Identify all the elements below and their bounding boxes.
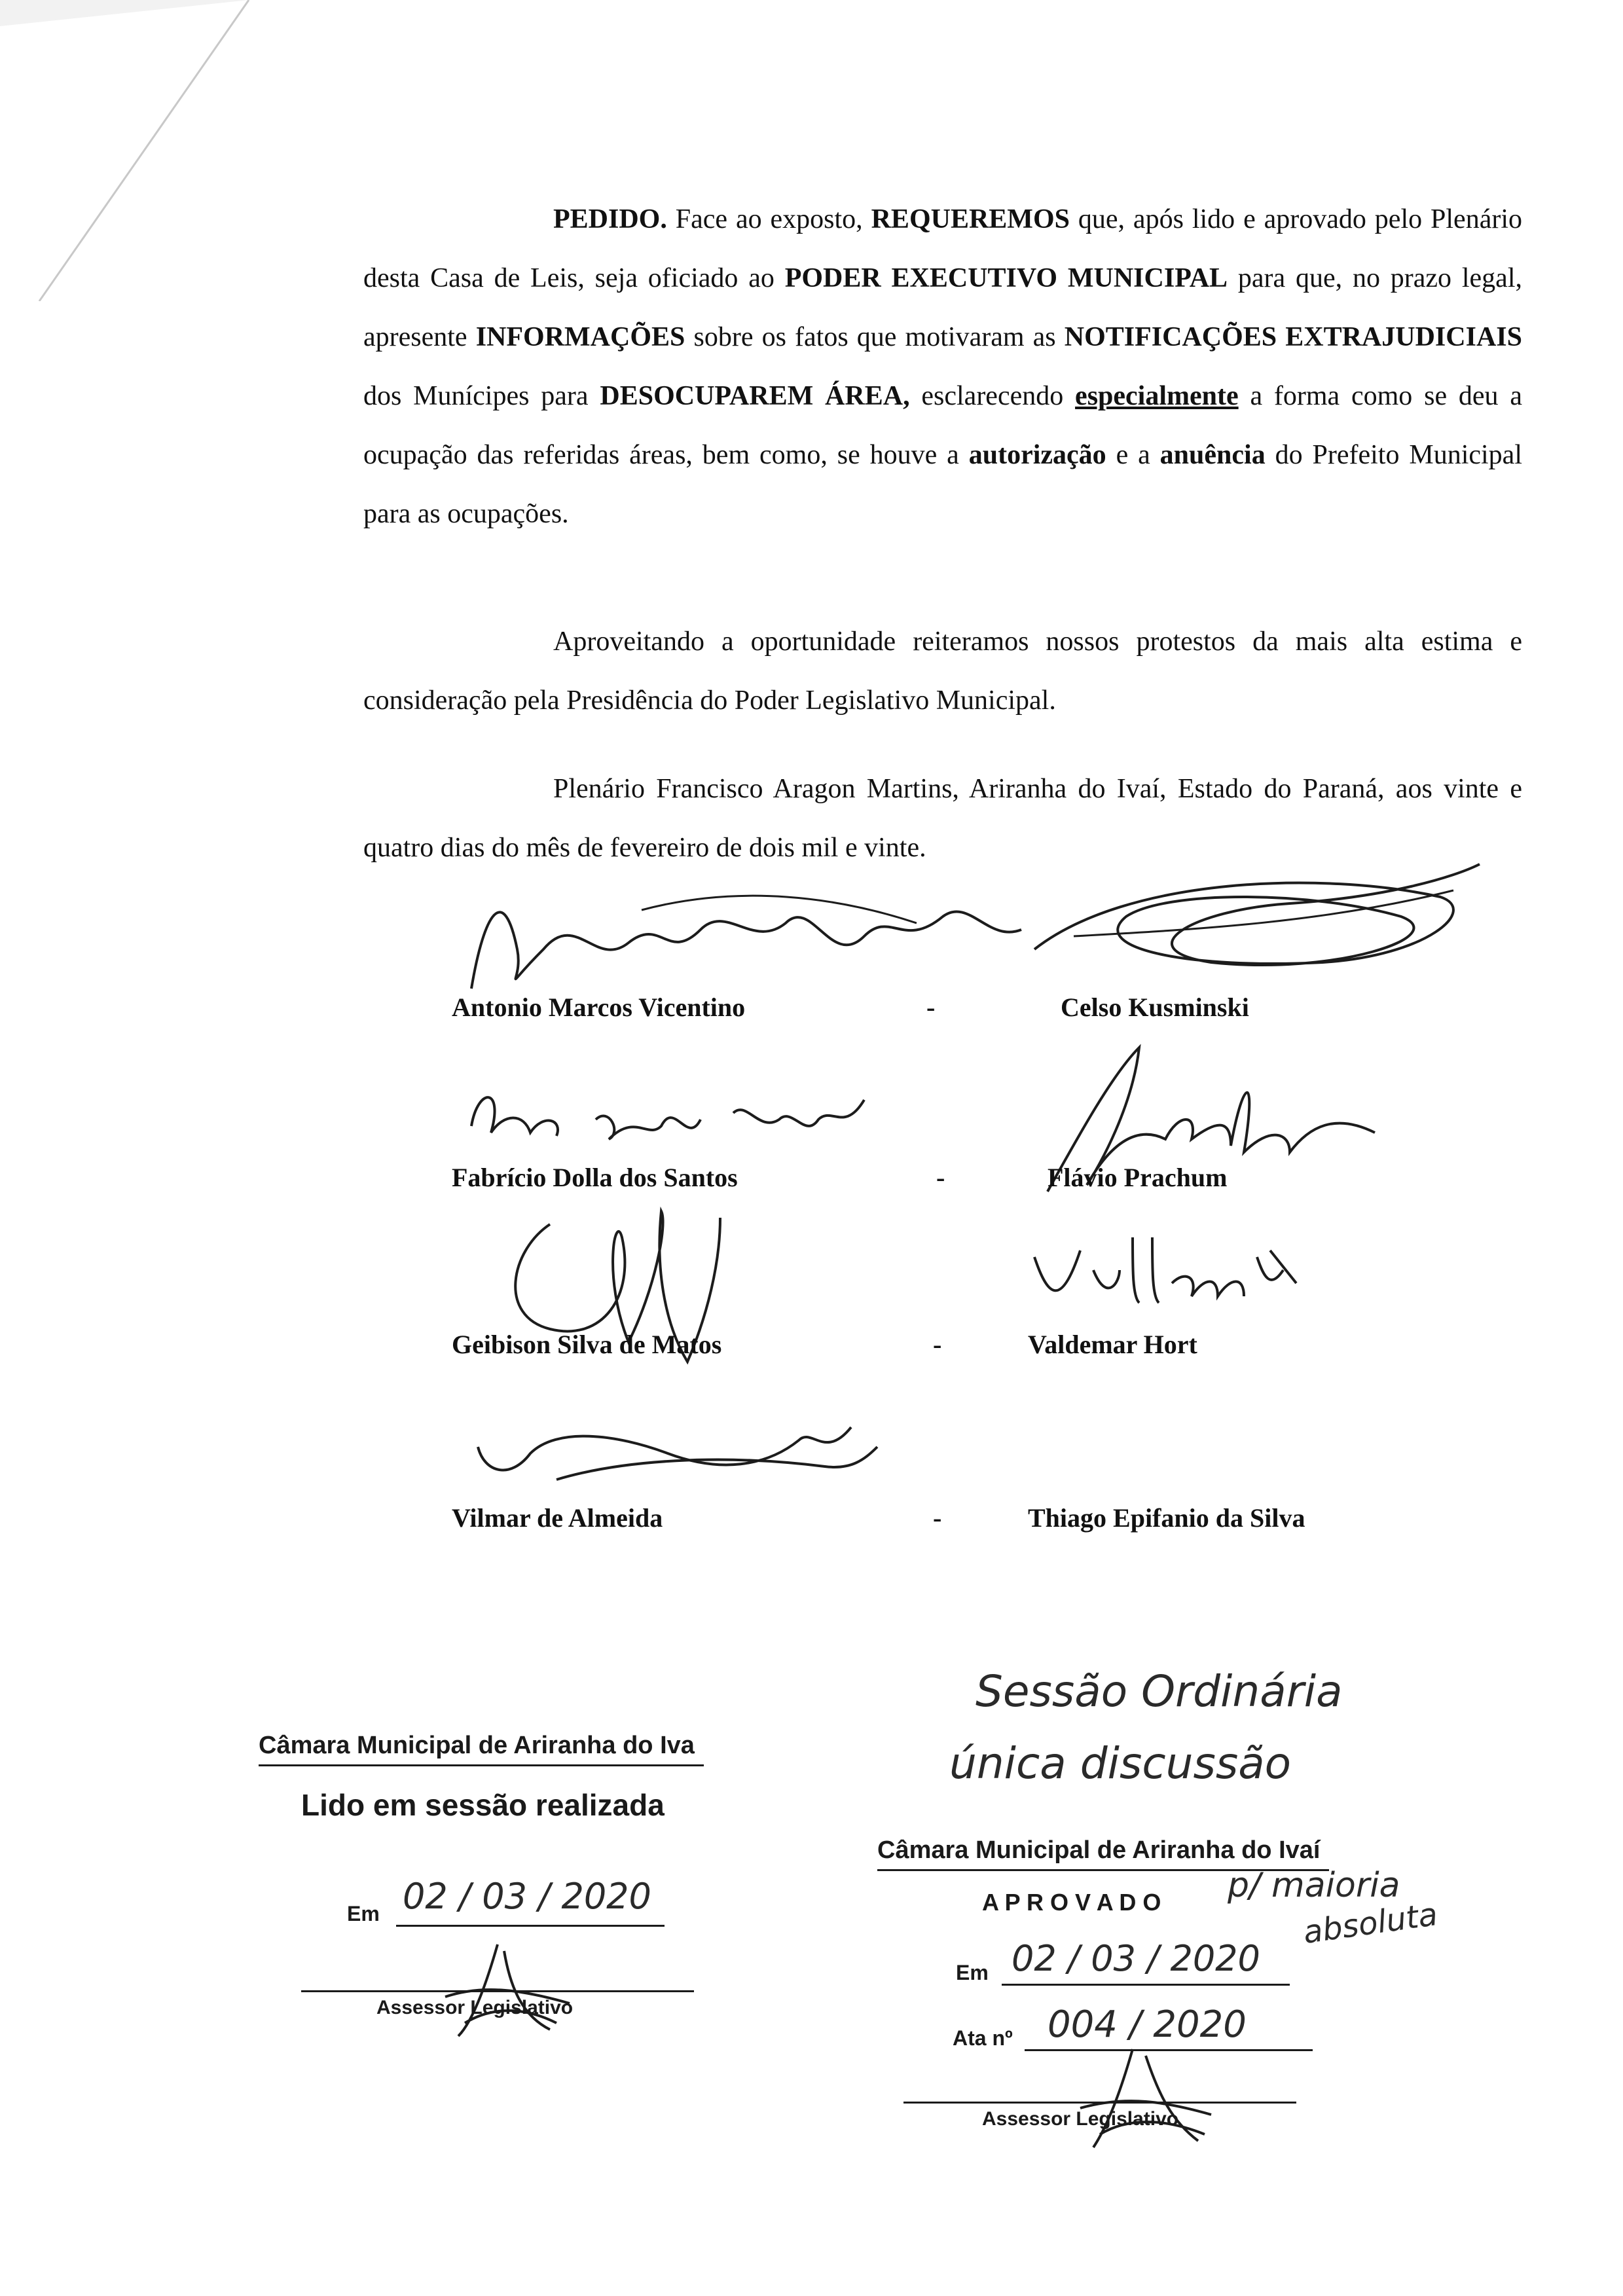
signature-vilmar-scribble xyxy=(458,1408,890,1499)
signer-name: Flávio Prachum xyxy=(1048,1163,1228,1192)
date-line xyxy=(396,1925,665,1927)
signer-name: Celso Kusminski xyxy=(1061,993,1249,1022)
signature-line xyxy=(903,2102,1296,2104)
stamp-date: 02 / 03 / 2020 xyxy=(1012,1938,1260,1979)
signer-name: Antonio Marcos Vicentino xyxy=(452,993,746,1022)
separator-dash: - xyxy=(933,1503,942,1533)
signer-name: Fabrício Dolla dos Santos xyxy=(452,1163,738,1192)
handwritten-majority: p/ maioria xyxy=(1228,1866,1400,1905)
separator-dash: - xyxy=(926,993,936,1022)
separator-dash: - xyxy=(933,1330,942,1359)
stamp-role: Assessor Legislativo xyxy=(376,1997,574,2018)
stamp-em-label: Em xyxy=(347,1902,380,1925)
signer-name: Valdemar Hort xyxy=(1028,1330,1197,1359)
stamp-underline xyxy=(259,1764,704,1766)
stamp-chamber-title: Câmara Municipal de Ariranha do Iva xyxy=(259,1732,695,1759)
place-date-paragraph: Plenário Francisco Aragon Martins, Ariranha do Ivaí, Estado do Paraná, aos vinte e quatro dias do mês de fevereiro de dois mil e vinte. xyxy=(363,774,1522,863)
lead-word: PEDIDO. xyxy=(553,204,667,234)
folded-corner xyxy=(0,0,275,301)
separator-dash: - xyxy=(936,1163,945,1192)
stamp-chamber-title: Câmara Municipal de Ariranha do Ivaí xyxy=(877,1836,1321,1864)
date-line xyxy=(1002,1984,1290,1986)
handwritten-discussion: única discussão xyxy=(949,1738,1292,1789)
stamp-approved: A P R O V A D O xyxy=(982,1889,1161,1916)
signer-name: Vilmar de Almeida xyxy=(452,1503,663,1533)
stamp-em-label: Em xyxy=(956,1961,989,1984)
signer-name: Geibison Silva de Matos xyxy=(452,1330,722,1359)
handwritten-absolute: absoluta xyxy=(1301,1895,1440,1952)
stamp-ata-number: 004 / 2020 xyxy=(1048,2003,1247,2046)
signature-celso-scribble xyxy=(995,851,1493,995)
stamp-date: 02 / 03 / 2020 xyxy=(403,1876,651,1917)
assessor-rubric-scribble xyxy=(1061,2043,1231,2154)
stamp-read-text: Lido em sessão realizada xyxy=(301,1788,665,1822)
request-paragraph: PEDIDO. Face ao exposto, REQUEREMOS que, após lido e aprovado pelo Plenário desta Casa de Leis, seja oficiado ao PODER EXECUTIVO MUNICIPAL para que, no prazo legal, apresente INFORMAÇÕES sobre os fatos que motivaram as NOTIFICAÇÕES EXTRAJUDICIAIS dos Munícipes para DESOCUPAREM ÁREA, esclarecendo especialmente a forma como se deu a ocupação das referidas áreas, bem como, se houve a autorização e a anuência do Prefeito Municipal para as ocupações. xyxy=(363,204,1522,529)
stamp-role: Assessor Legislativo xyxy=(982,2108,1179,2130)
signature-line xyxy=(301,1990,694,1992)
handwritten-session: Sessão Ordinária xyxy=(976,1666,1343,1717)
stamp-ata-label: Ata nº xyxy=(953,2026,1013,2050)
signature-fabricio-scribble xyxy=(452,1074,884,1165)
signer-name: Thiago Epifanio da Silva xyxy=(1028,1503,1305,1533)
closing-paragraph: Aproveitando a oportunidade reiteramos nossos protestos da mais alta estima e consideração pela Presidência do Poder Legislativo Municipal. xyxy=(363,627,1522,716)
signature-valdemar-scribble xyxy=(1021,1231,1309,1322)
